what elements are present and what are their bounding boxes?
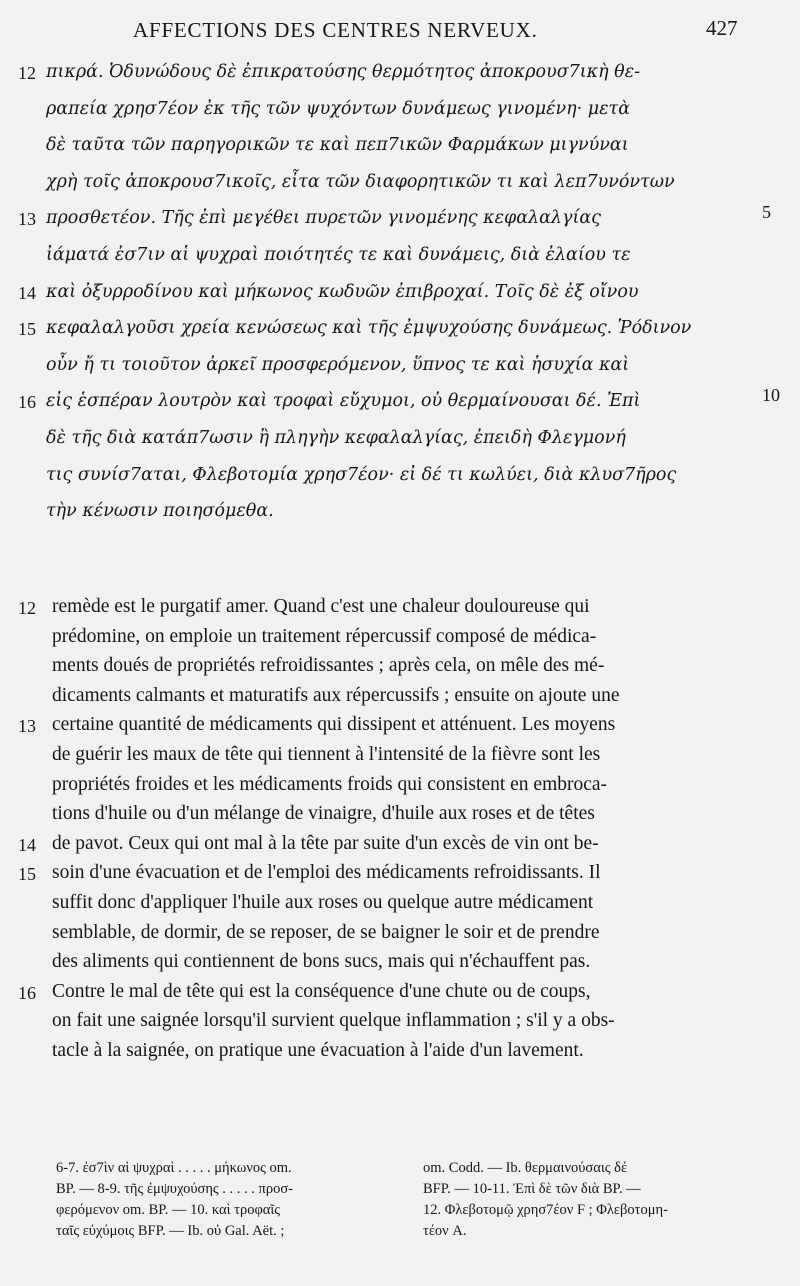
footnote-line: 6-7. ἐσ7ὶν αἱ ψυχραὶ . . . . . μήκωνος om. — [56, 1160, 292, 1176]
greek-line: εἰς ἑσπέραν λουτρὸν καὶ τροφαὶ εὔχυμοι, οὐ θερμαίνουσαι δέ. Ἐπὶ — [46, 391, 641, 412]
french-line: suffit donc d'appliquer l'huile aux roses ou quelque autre médicament — [52, 892, 594, 913]
greek-line: χρὴ τοῖς ἀποκρουσ7ικοῖς, εἶτα τῶν διαφορητικῶν τι καὶ λεπ7υνόντων — [46, 171, 675, 192]
french-line: ments doués de propriétés refroidissantes ; après cela, on mêle des mé- — [52, 655, 605, 677]
french-line: de pavot. Ceux qui ont mal à la tête par suite d'un excès de vin ont be- — [52, 832, 599, 854]
french-line: tacle à la saignée, on pratique une évacuation à l'aide d'un lavement. — [52, 1040, 584, 1061]
footnote-line: BP. — 8-9. τῆς ἐμψυχούσης . . . . . προσ- — [56, 1181, 293, 1197]
footnote-line: BFP. — 10-11. Ἐπὶ δὲ τῶν διὰ BP. — — [423, 1181, 641, 1197]
greek-line: καὶ ὀξυρροδίνου καὶ μήκωνος κωδυῶν ἐπιβροχαί. Τοῖς δὲ ἐξ οἴνου — [46, 281, 639, 302]
footnote-line: 12. Φλεβοτομῷ χρησ7έον F ; Φλεβοτομη- — [423, 1202, 668, 1218]
greek-line: οὖν ἤ τι τοιοῦτον ἀρκεῖ προσφερόμενον, ὕπνος τε καὶ ἡσυχία καὶ — [46, 354, 630, 375]
greek-line: ἰάματά ἐσ7ιν αἱ ψυχραὶ ποιότητές τε καὶ δυνάμεις, διὰ ἐλαίου τε — [46, 245, 631, 265]
greek-line: κεφαλαλγοῦσι χρεία κενώσεως καὶ τῆς ἐμψυχούσης δυνάμεως. Ῥόδινον — [46, 318, 692, 339]
section-number: 15 — [18, 319, 36, 340]
french-line: on fait une saignée lorsqu'il survient quelque inflammation ; s'il y a obs- — [52, 1010, 615, 1032]
section-number: 13 — [18, 209, 36, 230]
greek-line: τις συνίσ7αται, Φλεβοτομία χρησ7έον· εἰ δέ τι κωλύει, διὰ κλυσ7ῆρος — [46, 464, 677, 485]
french-line: remède est le purgatif amer. Quand c'est une chaleur douloureuse qui — [52, 596, 590, 617]
greek-line: προσθετέον. Τῆς ἐπὶ μεγέθει πυρετῶν γινομένης κεφαλαλγίας — [46, 208, 601, 229]
section-number: 12 — [18, 63, 36, 83]
section-number: 12 — [18, 598, 36, 618]
footnote-line: ταῖς εὐχύμοις BFP. — Ib. οὐ Gal. Aët. ; — [56, 1223, 285, 1239]
section-number: 14 — [18, 834, 36, 855]
page-header — [0, 16, 800, 46]
french-line: des aliments qui contiennent de bons sucs, mais qui n'échauffent pas. — [52, 951, 591, 973]
french-line: propriétés froides et les médicaments froids qui consistent en embroca- — [52, 773, 608, 795]
french-line: tions d'huile ou d'un mélange de vinaigre, d'huile aux roses et de têtes — [52, 803, 595, 825]
section-number: 15 — [18, 864, 36, 885]
running-title: AFFECTIONS DES CENTRES NERVEUX. — [133, 18, 538, 42]
footnote-line: τέον A. — [423, 1223, 467, 1239]
greek-line: δὲ τῆς διὰ κατάπ7ωσιν ἢ πληγὴν κεφαλαλγίας, ἐπειδὴ Φλεγμονή — [46, 428, 626, 448]
footnote-line: om. Codd. — Ib. θερμαινούσαις δέ — [423, 1160, 628, 1176]
greek-line: πικρά. Ὀδυνώδους δὲ ἐπικρατούσης θερμότητος ἀποκρουσ7ικὴ θε- — [46, 62, 641, 82]
french-line: prédomine, on emploie un traitement répercussif composé de médica- — [52, 625, 597, 647]
line-number: 5 — [762, 202, 771, 223]
french-line: soin d'une évacuation et de l'emploi des médicaments refroidissants. Il — [52, 862, 601, 884]
footnote-line: φερόμενον om. BP. — 10. καὶ τροφαῖς — [56, 1202, 281, 1218]
french-line: dicaments calmants et maturatifs aux répercussifs ; ensuite on ajoute une — [52, 684, 620, 706]
section-number: 16 — [18, 982, 36, 1003]
greek-line: δὲ ταῦτα τῶν παρηγορικῶν τε καὶ πεπ7ικῶν Φαρμάκων μιγνύναι — [46, 135, 629, 156]
page-number: 427 — [706, 16, 738, 40]
french-line: Contre le mal de tête qui est la conséquence d'une chute ou de coups, — [52, 980, 591, 1002]
section-number: 16 — [18, 392, 36, 413]
line-number: 10 — [762, 385, 780, 406]
greek-line: τὴν κένωσιν ποιησόμεθα. — [46, 501, 274, 522]
french-line: de guérir les maux de tête qui tiennent à l'intensité de la fièvre sont les — [52, 744, 601, 765]
greek-line: ραπεία χρησ7έον ἐκ τῆς τῶν ψυχόντων δυνάμεως γινομένη· μετὰ — [46, 98, 631, 119]
section-number: 14 — [18, 282, 36, 303]
french-line: semblable, de dormir, de se reposer, de se baigner le soir et de prendre — [52, 921, 600, 943]
french-line: certaine quantité de médicaments qui dissipent et atténuent. Les moyens — [52, 714, 616, 736]
section-number: 13 — [18, 716, 36, 737]
